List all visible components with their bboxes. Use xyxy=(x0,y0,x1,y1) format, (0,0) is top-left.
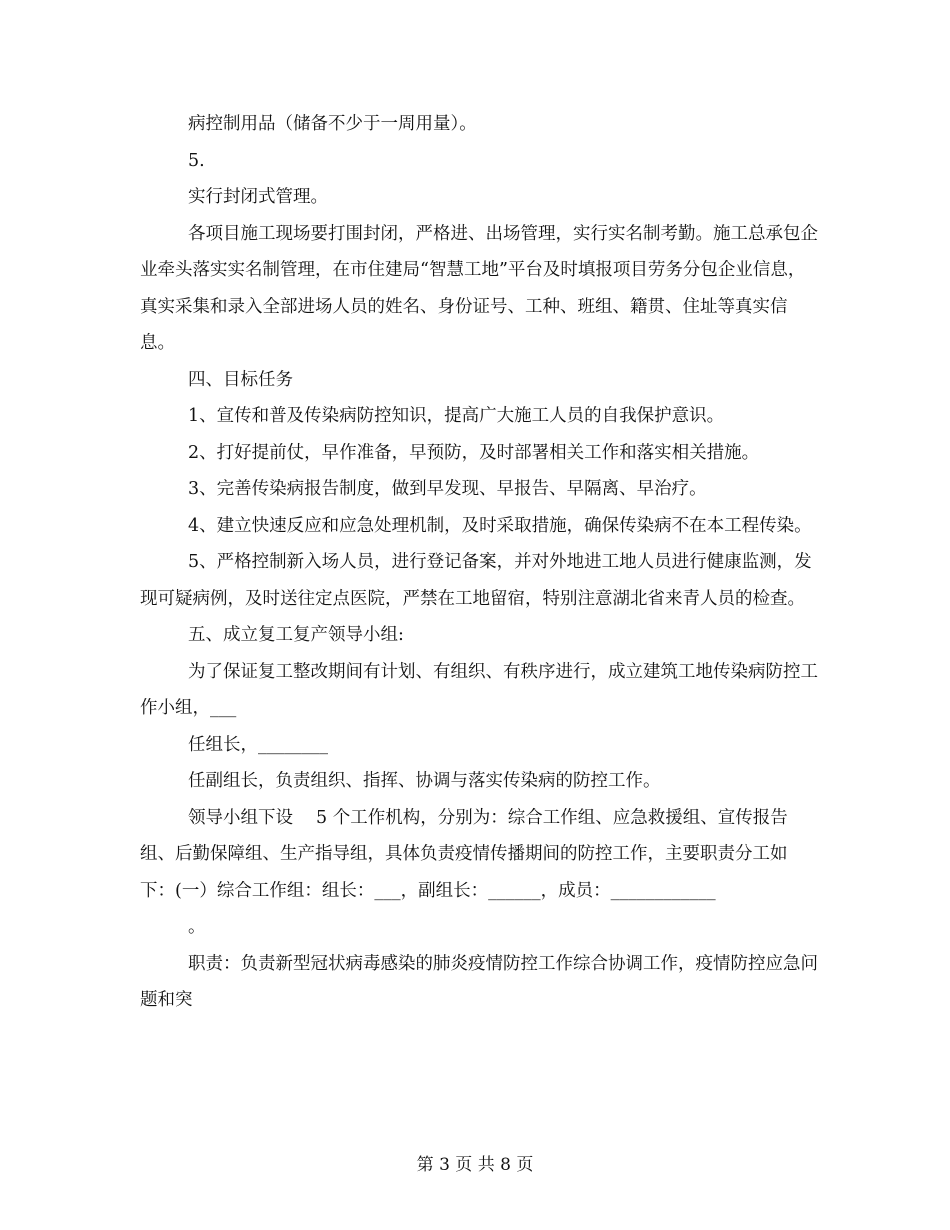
list-item: 2、打好提前仗，早作准备，早预防，及时部署相关工作和落实相关措施。 xyxy=(188,442,760,463)
list-item: 1、宣传和普及传染病防控知识，提高广大施工人员的自我保护意识。 xyxy=(188,406,725,426)
section-heading: 五、成立复工复产领导小组: xyxy=(188,625,404,645)
section-heading: 四、目标任务 xyxy=(188,369,293,390)
list-item: 3、完善传染病报告制度，做到早发现、早报告、早隔离、早治疗。 xyxy=(188,479,707,499)
paragraph: 领导小组下设 5 个工作机构，分别为：综合工作组、应急救援组、宣传报告组、后勤保障组、生产指导组，具体负责疫情传播期间的防控工作，主要职责分工如下：(一）综合工作组：组长：___，副组长：______，成员：____________ xyxy=(140,807,788,901)
paragraph: 。 xyxy=(188,917,206,937)
list-item: 4、建立快速反应和应急处理机制，及时采取措施，确保传染病不在本工程传染。 xyxy=(188,515,812,536)
paragraph: 为了保证复工整改期间有计划、有组织、有秩序进行，成立建筑工地传染病防控工作小组，___ xyxy=(140,661,818,718)
paragraph: 任副组长，负责组织、指挥、协调与落实传染病的防控工作。 xyxy=(188,771,661,791)
paragraph: 病控制用品（储备不少于一周用量）。 xyxy=(188,114,477,134)
paragraph: 职责：负责新型冠状病毒感染的肺炎疫情防控工作综合协调工作，疫情防控应急问题和突 xyxy=(140,953,818,1010)
paragraph: 任组长，________ xyxy=(188,734,328,755)
list-item: 5、严格控制新入场人员，进行登记备案，并对外地进工地人员进行健康监测，发现可疑病例，及时送往定点医院，严禁在工地留宿，特别注意湖北省来青人员的检查。 xyxy=(140,552,812,609)
page-footer: 第 3 页 共 8 页 xyxy=(416,1155,534,1175)
paragraph: 各项目施工现场要打围封闭，严格进、出场管理，实行实名制考勤。施工总承包企业牵头落实实名制管理，在市住建局“智慧工地”平台及时填报项目劳务分包企业信息，真实采集和录入全部进场人员的姓名、身份证号、工种、班组、籍贯、住址等真实信息。 xyxy=(140,223,818,353)
document-body xyxy=(140,106,820,1019)
paragraph: 5. xyxy=(188,150,205,171)
paragraph: 实行封闭式管理。 xyxy=(188,187,328,207)
